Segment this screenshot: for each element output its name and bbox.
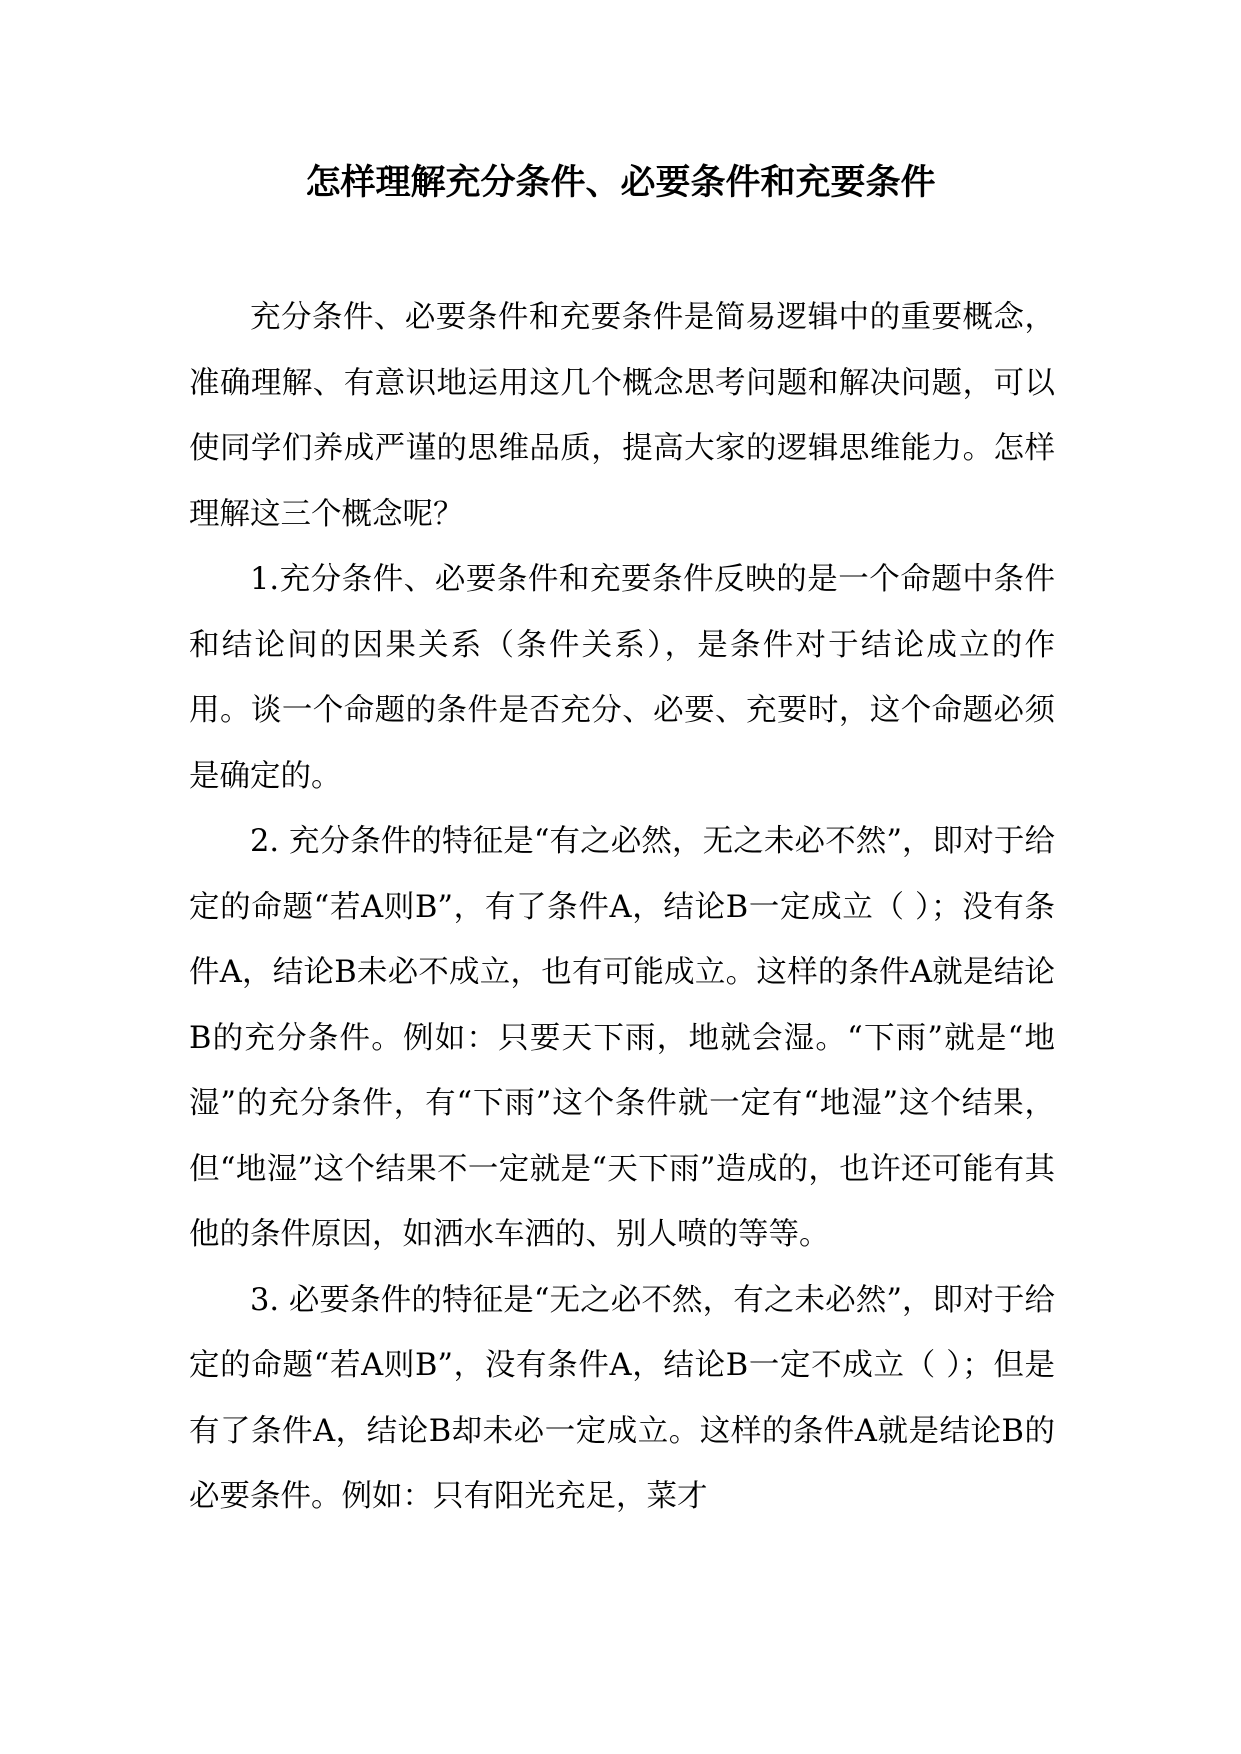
paragraph-point-1: 1.充分条件、必要条件和充要条件反映的是一个命题中条件和结论间的因果关系（条件关系），是条件对于结论成立的作用。谈一个命题的条件是否充分、必要、充要时，这个命题必须是确定的。: [189, 562, 1055, 794]
paragraph-point-2: 2. 充分条件的特征是“有之必然，无之未必不然”，即对于给定的命题“若A则B”，有了条件A，结论B一定成立（ ）；没有条件A，结论B未必不成立，也有可能成立。这样的条件A就是结论B的充分条件。例如：只要天下雨，地就会湿。“下雨”就是“地湿”的充分条件，有“下雨”这个条件就一定有“地湿”这个结果，但“地湿”这个结果不一定就是“天下雨”造成的，也许还可能有其他的条件原因，如洒水车洒的、别人喷的等等。: [189, 824, 1055, 1252]
paragraph-intro: 充分条件、必要条件和充要条件是简易逻辑中的重要概念，准确理解、有意识地运用这几个概念思考问题和解决问题，可以使同学们养成严谨的思维品质，提高大家的逻辑思维能力。怎样理解这三个概念呢？: [189, 300, 1055, 532]
document-body: [189, 285, 1055, 1530]
paragraph-point-3: 3. 必要条件的特征是“无之必不然，有之未必然”，即对于给定的命题“若A则B”，没有条件A，结论B一定不成立（ ）；但是有了条件A，结论B却未必一定成立。这样的条件A就是结论B的必要条件。例如：只有阳光充足，菜才: [189, 1282, 1055, 1514]
document-title: 怎样理解充分条件、必要条件和充要条件: [305, 162, 936, 203]
